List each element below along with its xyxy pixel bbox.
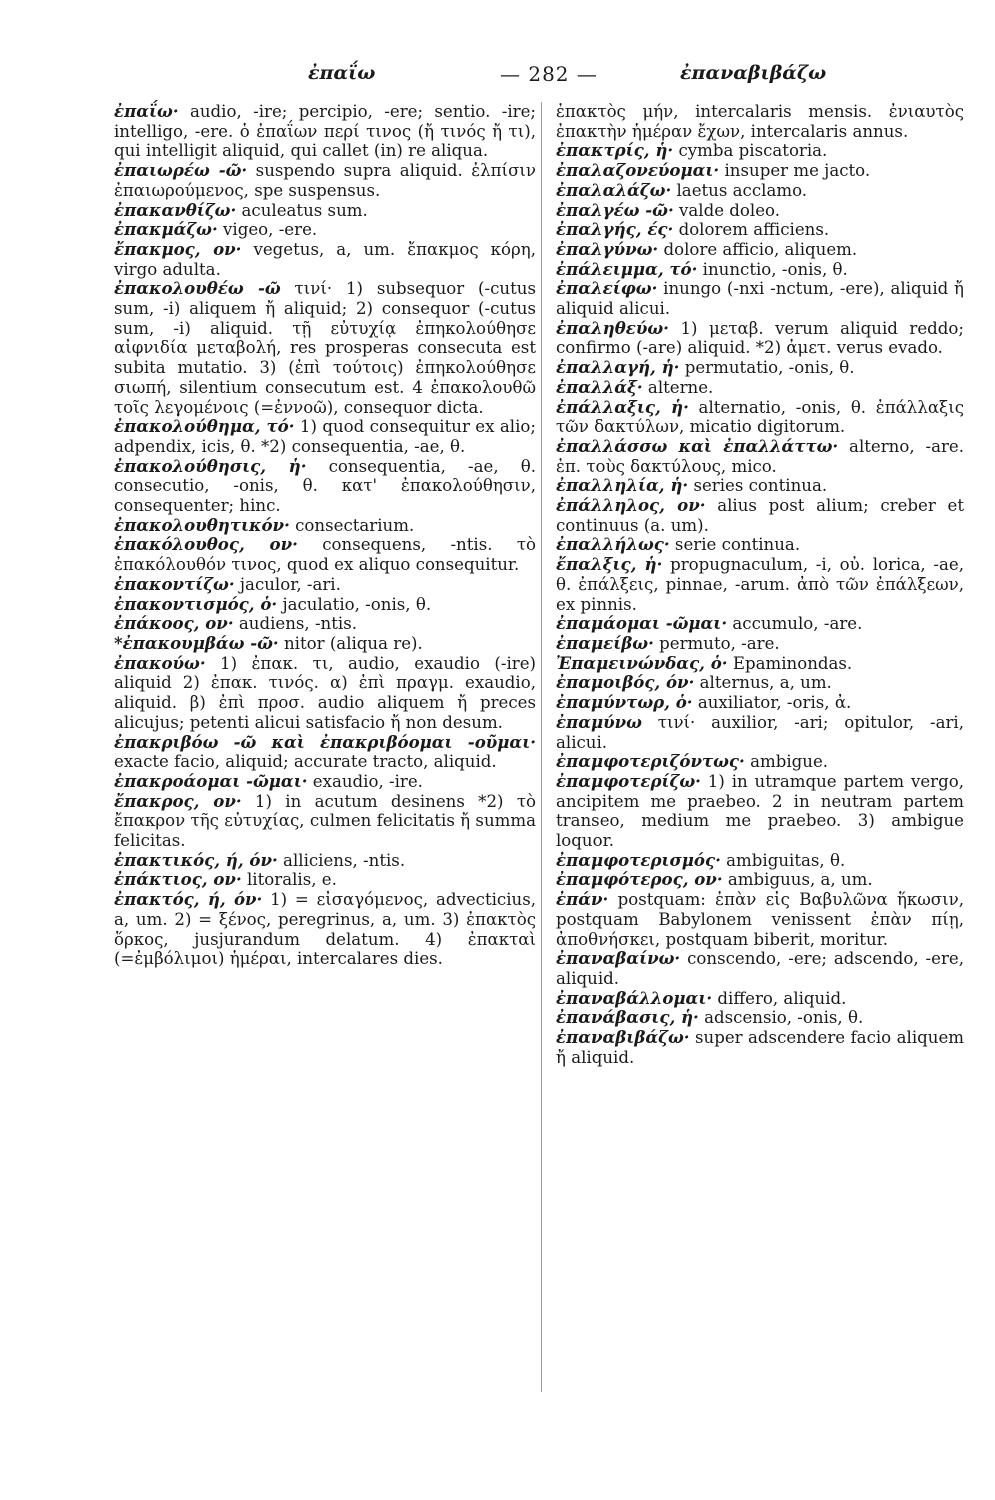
entry-headword: ἐπαλαζονεύομαι· — [556, 160, 720, 181]
entry-definition: dolorem afficiens. — [673, 220, 830, 240]
dictionary-entry — [556, 398, 964, 437]
dictionary-entry — [556, 654, 964, 674]
dictionary-entry — [114, 535, 536, 574]
dictionary-entry — [556, 535, 964, 555]
entry-definition: dolore afficio, aliquem. — [658, 239, 858, 259]
dictionary-entry — [556, 378, 964, 398]
entry-headword: ἐπαληθεύω· — [556, 317, 669, 338]
entry-headword: ἐπαμύνω — [556, 711, 642, 732]
dictionary-entry — [114, 733, 536, 772]
entry-headword: ἔπακμος, ον· — [114, 238, 242, 259]
dictionary-entry — [114, 634, 536, 654]
dictionary-entry — [114, 279, 536, 417]
dictionary-entry — [114, 220, 536, 240]
entry-definition: adscensio, -onis, θ. — [698, 1008, 864, 1028]
entry-definition: ἐπακτὸς μήν, intercalaris mensis. ἐνιαυτὸς ἐπακτὴν ἡμέραν ἔχων, intercalaris annus. — [556, 102, 964, 141]
dictionary-entry — [556, 260, 964, 280]
dictionary-entry — [556, 437, 964, 476]
entry-headword: ἐπαμφοτερισμός· — [556, 849, 721, 870]
entry-definition: τινί· auxilior, -ari; opitulor, -ari, alicui. — [556, 712, 964, 752]
entry-headword: ἐπαιωρέω -ῶ· — [114, 160, 248, 181]
entry-definition: alterne. — [642, 377, 714, 397]
dictionary-entry — [114, 772, 536, 792]
entry-definition: τινί· 1) subsequor (-cutus sum, -i) aliquem ἤ aliquid; 2) consequor (-cutus sum, -i) aliquid. τῇ εὐτυχίᾳ ἐπηκολούθησε αἰφνιδία μεταβολή, res prosperas consecuta est subita mutatio. 3) (ἐπὶ τούτοις) ἐπηκολούθησε σιωπή, silentium consecutum est. 4 ἐπακολουθῶ τοῖς λεγομένοις (=ἐννοῶ), consequor dicta. — [114, 279, 536, 417]
entry-definition: 1) in utramque partem vergo, ancipitem me praebeo. 2 in neutram partem transeo, medium me praebeo. 3) ambigue loquor. — [556, 771, 964, 851]
page-number: — 282 — — [500, 62, 598, 86]
dictionary-entry — [556, 201, 964, 221]
entry-headword: ἐπακοντισμός, ὁ· — [114, 593, 278, 614]
dictionary-entry — [556, 713, 964, 752]
dictionary-entry — [556, 673, 964, 693]
entry-headword: ἐπακανθίζω· — [114, 199, 237, 220]
entry-definition: alternus, a, um. — [694, 673, 832, 693]
entry-headword: ἐπακολουθητικόν· — [114, 514, 290, 535]
entry-definition: alternatio, -onis, θ. ἐπάλλαξις τῶν δακτύλων, micatio digitorum. — [556, 397, 964, 437]
entry-definition: litoralis, e. — [241, 870, 337, 890]
page-header — [90, 62, 930, 92]
entry-headword: ἐπαμοιβός, όν· — [556, 672, 695, 693]
entry-headword: ἐπαμείβω· — [556, 632, 654, 653]
header-right-word: ἐπαναβιβάζω — [680, 62, 827, 84]
entry-definition: laetus acclamo. — [671, 180, 808, 200]
entry-definition: jaculatio, -onis, θ. — [277, 594, 432, 614]
entry-definition: permutatio, -onis, θ. — [679, 358, 855, 378]
dictionary-entry — [114, 890, 536, 969]
dictionary-entry — [556, 555, 964, 614]
entry-headword: ἐπαναβιβάζω· — [556, 1027, 690, 1048]
entry-headword: ἐπάλλαξις, ἡ· — [556, 396, 689, 417]
entry-headword: ἐπαλλάξ· — [556, 376, 643, 397]
dictionary-entry — [556, 634, 964, 654]
dictionary-entry — [556, 476, 964, 496]
entry-definition: alius post alium; creber et continuus (a. um). — [556, 496, 964, 535]
entry-headword: ἔπακρος, ον· — [114, 790, 242, 811]
entry-definition: auxiliator, -oris, ἀ. — [692, 693, 852, 713]
entry-definition: consequens, -ntis. τὸ ἐπακόλουθόν τινος, quod ex aliquo consequitur. — [114, 535, 536, 575]
entry-headword: ἐπαλλήλως· — [556, 534, 670, 555]
dictionary-entry — [114, 851, 536, 871]
entry-definition: postquam: ἐπὰν εἰς Βαβυλῶνα ἥκωσιν, postquam Babylonem venissent ἐπὰν πίῃ, ἀποθνήσκει, postquam biberit, moritur. — [556, 890, 964, 949]
entry-definition: consectarium. — [289, 515, 415, 535]
entry-definition: ambigue. — [744, 752, 829, 772]
entry-headword: ἐπαλγύνω· — [556, 238, 659, 259]
dictionary-entry — [556, 890, 964, 949]
entry-headword: Ἐπαμεινώνδας, ὁ· — [556, 652, 728, 673]
dictionary-entry — [556, 161, 964, 181]
entry-definition: serie continua. — [669, 535, 801, 555]
entry-headword: ἐπακμάζω· — [114, 219, 218, 240]
dictionary-entry — [556, 102, 964, 141]
entry-definition: alterno, -are. ἐπ. τοὺς δακτύλους, mico. — [556, 436, 964, 476]
entry-definition: exaudio, -ire. — [307, 771, 423, 791]
dictionary-entry — [556, 141, 964, 161]
dictionary-entry — [114, 614, 536, 634]
entry-headword: ἐπαμφοτερίζω· — [556, 770, 701, 791]
entry-definition: Epaminondas. — [727, 653, 853, 673]
entry-headword: ἐπαλλαγή, ἡ· — [556, 357, 680, 378]
entry-definition: insuper me jacto. — [719, 161, 871, 181]
entry-definition: conscendo, -ere; adscendo, -ere, aliquid. — [556, 949, 964, 988]
entry-headword: ἐπαμφοτεριζόντως· — [556, 751, 745, 772]
dictionary-entry — [556, 496, 964, 535]
dictionary-entry — [114, 417, 536, 456]
entry-headword: ἐπάκοος, ον· — [114, 613, 234, 634]
dictionary-entry — [556, 358, 964, 378]
entry-headword: ἐπαλείφω· — [556, 278, 658, 299]
entry-headword: ἐπακτικός, ή, όν· — [114, 849, 278, 870]
entry-headword: ἐπακολουθέω -ῶ — [114, 278, 281, 299]
dictionary-entry — [114, 595, 536, 615]
entry-definition: accumulo, -are. — [727, 614, 863, 634]
entry-definition: super adscendere facio aliquem ἤ aliquid. — [556, 1028, 964, 1067]
header-left-word: ἐπαΐω — [308, 62, 376, 84]
entry-headword: ἐπάλειμμα, τό· — [556, 258, 698, 279]
dictionary-entry — [556, 989, 964, 1009]
entry-definition: valde doleo. — [673, 200, 781, 220]
entry-headword: ἐπάν· — [556, 889, 609, 910]
dictionary-entry — [114, 102, 536, 161]
entry-definition: differo, aliquid. — [712, 988, 847, 1008]
entry-headword: ἐπαλγέω -ῶ· — [556, 199, 674, 220]
entry-headword: *ἐπακουμβάω -ῶ· — [114, 632, 279, 653]
dictionary-entry — [556, 949, 964, 988]
dictionary-entry — [114, 575, 536, 595]
dictionary-entry — [114, 654, 536, 733]
entry-definition: 1) ἐπακ. τι, audio, exaudio (-ire) aliquid 2) ἐπακ. τινός. α) ἐπὶ πραγμ. exaudio, aliquid. β) ἐπὶ προσ. audio aliquem ἤ preces alicujus; petenti alicui satisfacio ἤ non desum. — [114, 653, 536, 732]
entry-definition: aculeatus sum. — [236, 200, 368, 220]
entry-headword: ἐπαΐω· — [114, 101, 179, 121]
entry-definition: 1) quod consequitur ex alio; adpendix, icis, θ. *2) consequentia, -ae, θ. — [114, 417, 536, 456]
entry-definition: cymba piscatoria. — [673, 141, 828, 161]
entry-definition: ambiguitas, θ. — [720, 850, 846, 870]
right-column — [556, 102, 964, 1067]
entry-headword: ἐπαμύντωρ, ὁ· — [556, 692, 693, 713]
entry-definition: inunctio, -onis, θ. — [697, 259, 848, 279]
entry-headword: ἐπακολούθημα, τό· — [114, 416, 295, 437]
dictionary-entry — [556, 1028, 964, 1067]
entry-headword: ἐπακριβόω -ῶ καὶ ἐπακριβόομαι -οῦμαι· — [114, 731, 536, 752]
entry-definition: propugnaculum, -i, οὐ. lorica, -ae, θ. ἐπάλξεις, pinnae, -arum. ἀπὸ τῶν ἐπάλξεων, ex pinnis. — [556, 555, 964, 614]
dictionary-entry — [556, 693, 964, 713]
entry-headword: ἐπακούω· — [114, 652, 206, 673]
entry-definition: exacte facio, aliquid; accurate tracto, aliquid. — [114, 752, 497, 772]
entry-definition: audiens, -ntis. — [233, 614, 358, 634]
dictionary-entry — [556, 279, 964, 318]
dictionary-entry — [114, 240, 536, 279]
entry-headword: ἐπάκτιος, ον· — [114, 869, 242, 890]
dictionary-entry — [556, 851, 964, 871]
entry-definition: ambiguus, a, um. — [722, 870, 873, 890]
dictionary-entry — [556, 772, 964, 851]
entry-definition: vegetus, a, um. ἔπακμος κόρη, virgo adulta. — [114, 239, 537, 279]
column-divider — [541, 102, 542, 1392]
dictionary-entry — [114, 161, 536, 200]
entry-headword: ἐπακτός, ή, όν· — [114, 889, 263, 910]
entry-definition: vigeo, -ere. — [217, 220, 318, 240]
entry-headword: ἐπακόλουθος, ον· — [114, 534, 298, 555]
entry-headword: ἐπαμφότερος, ον· — [556, 869, 723, 890]
dictionary-entry — [556, 240, 964, 260]
dictionary-entry — [556, 220, 964, 240]
entry-headword: ἐπακροάομαι -ῶμαι· — [114, 770, 308, 791]
dictionary-entry — [114, 870, 536, 890]
left-column — [114, 102, 536, 969]
entry-definition: 1) in acutum desinens *2) τὸ ἔπακρον τῆς εὐτυχίας, culmen felicitatis ἤ summa felicitas. — [114, 791, 536, 851]
entry-headword: ἐπαλγής, ές· — [556, 219, 674, 240]
entry-headword: ἐπάλληλος, ον· — [556, 495, 706, 516]
entry-definition: 1) μεταβ. verum aliquid reddo; confirmo (-are) aliquid. *2) ἀμετ. verus evado. — [556, 318, 964, 358]
dictionary-entry — [556, 319, 964, 358]
entry-headword: ἐπαναβαίνω· — [556, 948, 681, 969]
entry-definition: inungo (-nxi -nctum, -ere), aliquid ἤ aliquid alicui. — [556, 279, 964, 319]
entry-headword: ἐπακολούθησις, ἡ· — [114, 455, 307, 476]
entry-definition: jaculor, -ari. — [234, 574, 341, 594]
entry-headword: ἐπανάβασις, ἡ· — [556, 1007, 699, 1028]
dictionary-entry — [556, 614, 964, 634]
entry-definition: 1) = εἰσαγόμενος, advecticius, a, um. 2) = ξένος, peregrinus, a, um. 3) ἐπακτὸς ὅρκος, jusjurandum delatum. 4) ἐπακταὶ (=ἐμβόλιμοι) ἡμέραι, intercalares dies. — [114, 890, 536, 969]
entry-definition: consequentia, -ae, θ. consecutio, -onis, θ. κατ' ἐπακολούθησιν, consequenter; hinc. — [114, 456, 537, 516]
entry-definition: audio, -ire; percipio, -ere; sentio. -ire; intelligo, -ere. ὁ ἐπαΐων περί τινος (ἤ τινός ἤ τι), qui intelligit aliquid, qui callet (in) re aliqua. — [114, 102, 536, 161]
dictionary-entry — [556, 1008, 964, 1028]
entry-headword: ἐπακτρίς, ἡ· — [556, 140, 674, 161]
entry-definition: alliciens, -ntis. — [277, 850, 406, 870]
dictionary-entry — [114, 792, 536, 851]
entry-headword: ἐπαλληλία, ἡ· — [556, 475, 689, 496]
entry-headword: ἐπαλαλάζω· — [556, 179, 672, 200]
entry-definition: suspendo supra aliquid. ἐλπίσιν ἐπαιωρούμενος, spe suspensus. — [114, 161, 536, 200]
entry-headword: ἐπακοντίζω· — [114, 573, 235, 594]
dictionary-entry — [556, 181, 964, 201]
entry-headword: ἐπαμάομαι -ῶμαι· — [556, 613, 728, 634]
dictionary-entry — [556, 870, 964, 890]
dictionary-entry — [556, 752, 964, 772]
entry-definition: series continua. — [688, 476, 828, 496]
dictionary-entry — [114, 516, 536, 536]
entry-headword: ἔπαλξις, ἡ· — [556, 554, 663, 575]
entry-headword: ἐπαναβάλλομαι· — [556, 987, 713, 1008]
entry-definition: nitor (aliqua re). — [278, 633, 423, 653]
dictionary-entry — [114, 201, 536, 221]
entry-headword: ἐπαλλάσσω καὶ ἐπαλλάττω· — [556, 435, 839, 456]
dictionary-entry — [114, 457, 536, 516]
entry-definition: permuto, -are. — [653, 633, 780, 653]
